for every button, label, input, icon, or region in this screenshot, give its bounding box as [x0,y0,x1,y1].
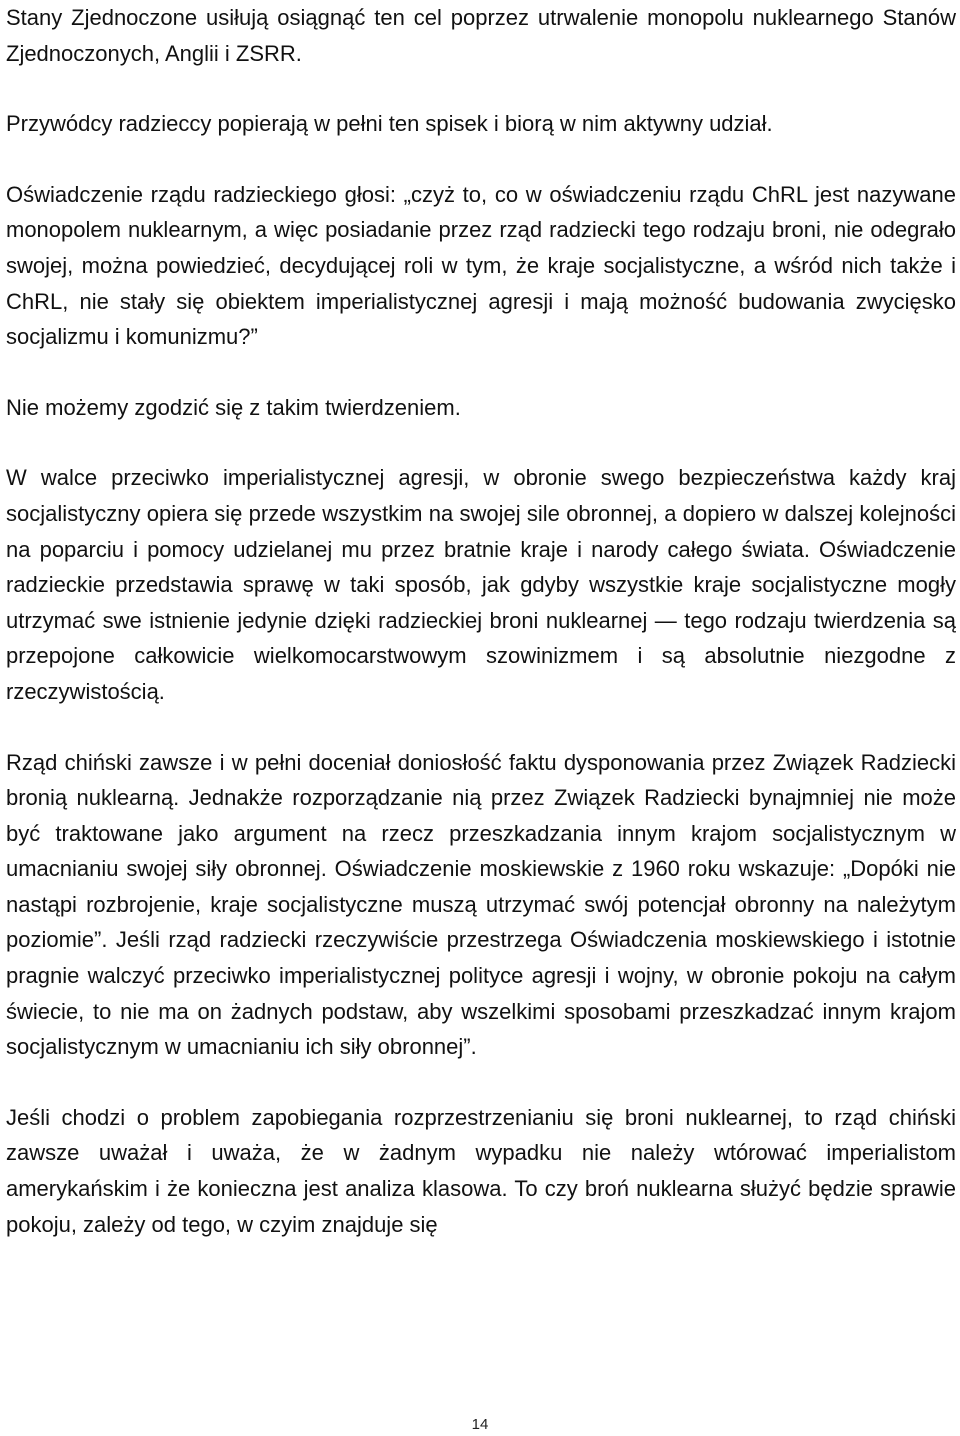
paragraph: Oświadczenie rządu radzieckiego głosi: „czyż to, co w oświadczeniu rządu ChRL jest nazywane monopolem nuklearnym, a więc posiadanie przez rząd radziecki tego rodzaju broni, nie odegrało swojej, można powiedzieć, decydującej roli w tym, że kraje socjalistyczne, a wśród nich także i ChRL, nie stały się obiektem imperialistycznej agresji i mają możność budowania zwycięsko socjalizmu i komunizmu?” [6,181,956,350]
paragraph: Przywódcy radzieccy popierają w pełni ten spisek i biorą w nim aktywny udział. [6,111,773,137]
document-page [6,0,956,1242]
paragraph: Jeśli chodzi o problem zapobiegania rozprzestrzenianiu się broni nuklearnej, to rząd chiński zawsze uważał i uważa, że w żadnym wypadku nie należy wtórować imperialistom amerykańskim i że konieczna jest analiza klasowa. To czy broń nuklearna służyć będzie sprawie pokoju, zależy od tego, w czyim znajduje się [6,1104,956,1237]
paragraph: Rząd chiński zawsze i w pełni doceniał doniosłość faktu dysponowania przez Związek Radziecki bronią nuklearną. Jednakże rozporządzanie nią przez Związek Radziecki bynajmniej nie może być traktowane jako argument na rzecz przeszkadzania innym krajom socjalistycznym w umacnianiu swojej siły obronnej. Oświadczenie moskiewskie z 1960 roku wskazuje: „Dopóki nie nastąpi rozbrojenie, kraje socjalistyczne muszą utrzymać swój potencjał obronny na należytym poziomie”. Jeśli rząd radziecki rzeczywiście przestrzega Oświadczenia moskiewskiego i istotnie pragnie walczyć przeciwko imperialistycznej polityce agresji i wojny, w obronie pokoju na całym świecie, to nie ma on żadnych podstaw, aby wszelkimi sposobami przeszkadzać innym krajom socjalistycznym w umacnianiu ich siły obronnej”. [6,749,956,1060]
page-number: 14 [471,1416,489,1433]
paragraph: W walce przeciwko imperialistycznej agresji, w obronie swego bezpieczeństwa każdy kraj socjalistyczny opiera się przede wszystkim na swojej sile obronnej, a dopiero w dalszej kolejności na poparciu i pomocy udzielanej mu przez bratnie kraje i narody całego świata. Oświadczenie radzieckie przedstawia sprawę w taki sposób, jak gdyby wszystkie kraje socjalistyczne mogły utrzymać swe istnienie jedynie dzięki radzieckiej broni nuklearnej — tego rodzaju twierdzenia są przepojone całkowicie wielkomocarstwowym szowinizmem i są absolutnie niezgodne z rzeczywistością. [6,465,956,704]
paragraph: Stany Zjednoczone usiłują osiągnąć ten cel poprzez utrwalenie monopolu nuklearnego Stanów Zjednoczonych, Anglii i ZSRR. [6,5,956,66]
paragraph: Nie możemy zgodzić się z takim twierdzeniem. [6,394,461,420]
